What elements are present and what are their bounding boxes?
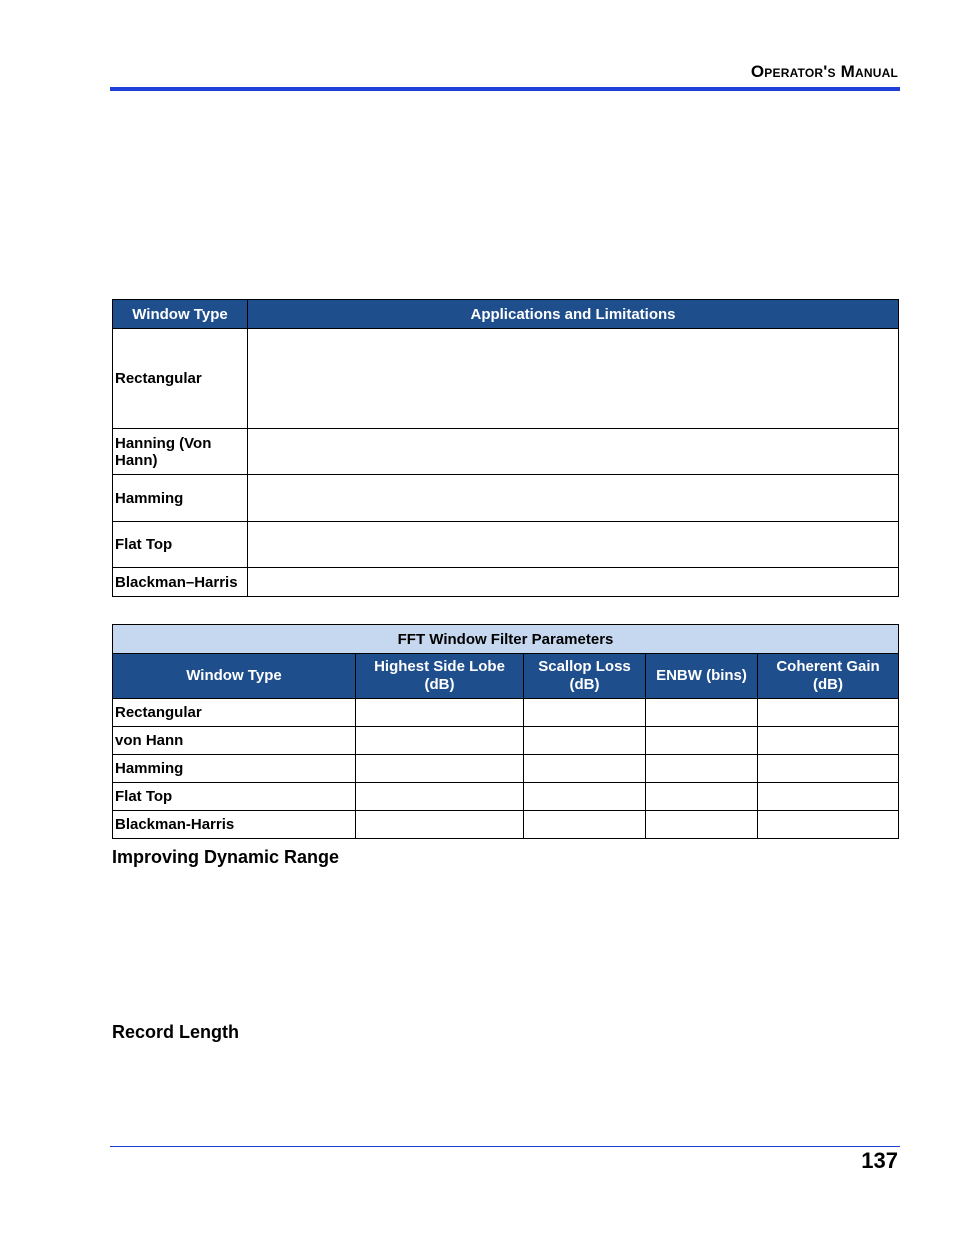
- table-row: [113, 475, 899, 522]
- column-header: ENBW (bins): [646, 654, 758, 699]
- window-type-cell: Hamming: [113, 475, 248, 522]
- header-rule: [110, 87, 900, 91]
- table-row: [113, 755, 899, 783]
- data-cell: [758, 755, 899, 783]
- table-header-row: [113, 654, 899, 699]
- applications-cell: [248, 475, 899, 522]
- table-caption-row: [113, 625, 899, 654]
- window-type-cell: Hanning (Von Hann): [113, 429, 248, 475]
- data-cell: [646, 727, 758, 755]
- fft-window-parameters-table: [112, 624, 899, 839]
- applications-cell: [248, 329, 899, 429]
- table-row: [113, 783, 899, 811]
- data-cell: [758, 811, 899, 839]
- data-cell: [524, 811, 646, 839]
- table-caption: FFT Window Filter Parameters: [113, 625, 899, 654]
- window-type-cell: Flat Top: [113, 783, 356, 811]
- data-cell: [646, 811, 758, 839]
- window-type-cell: von Hann: [113, 727, 356, 755]
- applications-cell: [248, 522, 899, 568]
- column-header: Scallop Loss (dB): [524, 654, 646, 699]
- data-cell: [356, 727, 524, 755]
- column-header: Coherent Gain (dB): [758, 654, 899, 699]
- data-cell: [758, 783, 899, 811]
- applications-cell: [248, 429, 899, 475]
- data-cell: [524, 755, 646, 783]
- table-header-row: [113, 300, 899, 329]
- window-type-cell: Rectangular: [113, 699, 356, 727]
- running-header-title: Operator's Manual: [750, 62, 898, 81]
- data-cell: [524, 783, 646, 811]
- data-cell: [646, 783, 758, 811]
- column-header: Window Type: [113, 654, 356, 699]
- table-row: [113, 699, 899, 727]
- table-row: [113, 522, 899, 568]
- data-cell: [356, 783, 524, 811]
- table-row: [113, 329, 899, 429]
- page-number: 137: [861, 1148, 898, 1173]
- window-type-cell: Blackman–Harris: [113, 568, 248, 597]
- window-type-table: [112, 299, 899, 597]
- table-row: [113, 568, 899, 597]
- data-cell: [356, 811, 524, 839]
- section-heading-record-length: Record Length: [112, 1022, 240, 1042]
- data-cell: [646, 699, 758, 727]
- data-cell: [356, 699, 524, 727]
- data-cell: [758, 699, 899, 727]
- table-row: [113, 429, 899, 475]
- column-header: Window Type: [113, 300, 248, 329]
- column-header: Highest Side Lobe (dB): [356, 654, 524, 699]
- applications-cell: [248, 568, 899, 597]
- window-type-cell: Hamming: [113, 755, 356, 783]
- table-row: [113, 811, 899, 839]
- column-header: Applications and Limitations: [248, 300, 899, 329]
- data-cell: [646, 755, 758, 783]
- data-cell: [524, 727, 646, 755]
- footer-rule: [110, 1146, 900, 1147]
- data-cell: [356, 755, 524, 783]
- data-cell: [758, 727, 899, 755]
- window-type-cell: Blackman-Harris: [113, 811, 356, 839]
- window-type-cell: Rectangular: [113, 329, 248, 429]
- table-row: [113, 727, 899, 755]
- window-type-cell: Flat Top: [113, 522, 248, 568]
- section-heading-dynamic-range: Improving Dynamic Range: [112, 847, 340, 867]
- data-cell: [524, 699, 646, 727]
